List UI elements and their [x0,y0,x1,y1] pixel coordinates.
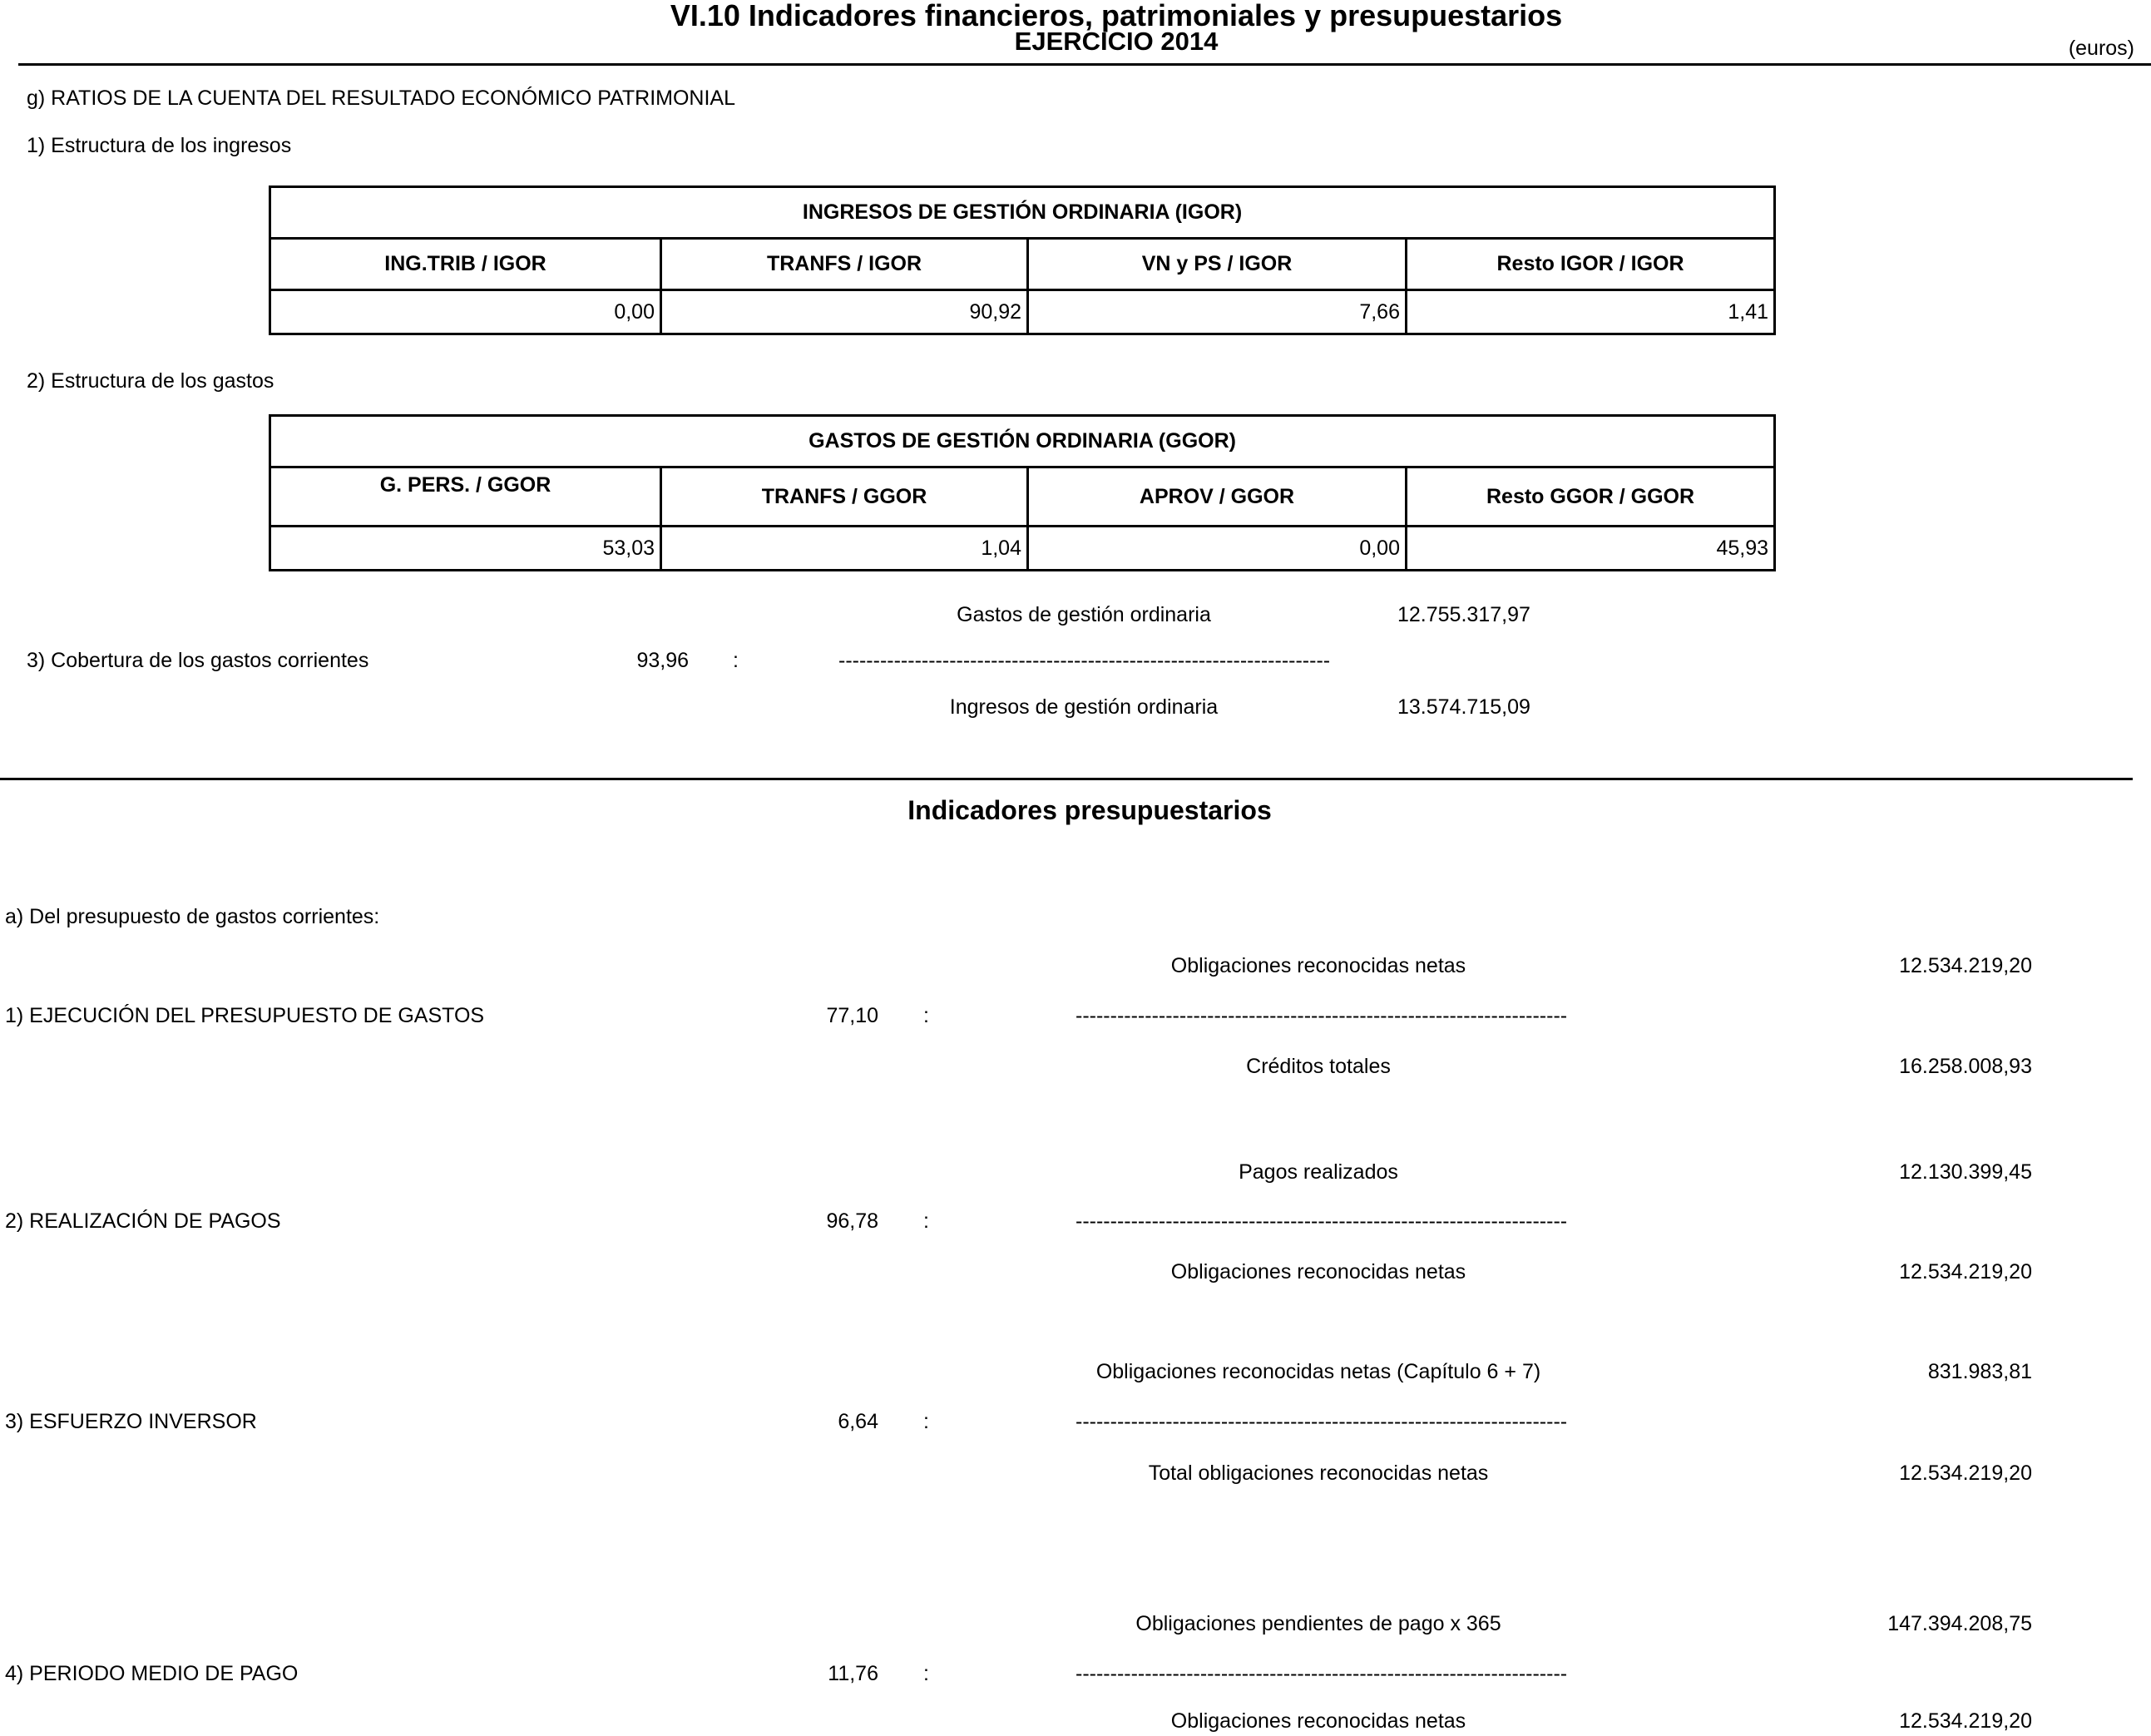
indicator-numerator-value: 12.534.219,20 [1899,954,2032,977]
ingresos-value-cell: 1,41 [1407,290,1775,334]
ingresos-table-title: INGRESOS DE GESTIÓN ORDINARIA (IGOR) [270,187,1775,239]
indicator-denominator-label: Obligaciones reconocidas netas [1170,1260,1466,1283]
section-g-title: g) RATIOS DE LA CUENTA DEL RESULTADO ECONÓMICO PATRIMONIAL [27,87,735,110]
ingresos-structure-label: 1) Estructura de los ingresos [27,134,292,157]
indicator-label: 1) EJECUCIÓN DEL PRESUPUESTO DE GASTOS [5,1004,485,1027]
ingresos-value-cell: 0,00 [270,290,661,334]
cobertura-colon: : [733,649,739,672]
indicator-denominator-label: Créditos totales [1246,1055,1391,1078]
cobertura-numerator-value: 12.755.317,97 [1397,603,1530,626]
indicator-divider: ----------------------------------------------------------------------- [1076,1410,1568,1433]
units-label: (euros) [2068,37,2134,60]
indicator-numerator-label: Obligaciones pendientes de pago x 365 [1135,1612,1501,1635]
gastos-col-header: G. PERS. / GGOR [270,467,661,527]
indicator-colon: : [923,1662,929,1685]
indicator-denominator-value: 12.534.219,20 [1899,1709,2032,1733]
indicator-label: 2) REALIZACIÓN DE PAGOS [5,1209,281,1233]
gastos-value-cell: 53,03 [270,527,661,571]
indicator-numerator-label: Obligaciones reconocidas netas (Capítulo 6 + 7) [1095,1360,1541,1383]
indicator-colon: : [923,1004,929,1027]
indicator-label: 4) PERIODO MEDIO DE PAGO [5,1662,299,1685]
gastos-col-header: Resto GGOR / GGOR [1407,467,1775,527]
cobertura-label: 3) Cobertura de los gastos corrientes [27,649,369,672]
indicator-divider: ----------------------------------------------------------------------- [1076,1209,1568,1233]
indicator-denominator-value: 12.534.219,20 [1899,1462,2032,1485]
indicator-denominator-label: Obligaciones reconocidas netas [1170,1709,1466,1733]
gastos-col-header: TRANFS / GGOR [661,467,1028,527]
ingresos-value-cell: 7,66 [1028,290,1407,334]
indicator-value: 96,78 [826,1209,878,1233]
page-subtitle: EJERCICIO 2014 [1014,27,1219,56]
gastos-table [269,414,1776,571]
indicator-value: 6,64 [838,1410,878,1433]
indicator-denominator-label: Total obligaciones reconocidas netas [1148,1462,1489,1485]
ingresos-value-cell: 90,92 [661,290,1028,334]
gastos-value-cell: 45,93 [1407,527,1775,571]
indicator-numerator-label: Pagos realizados [1239,1160,1398,1184]
cobertura-numerator-label: Gastos de gestión ordinaria [957,603,1211,626]
gastos-structure-label: 2) Estructura de los gastos [27,369,274,393]
gastos-col-header: APROV / GGOR [1028,467,1407,527]
header-rule [18,63,2151,66]
indicator-numerator-value: 12.130.399,45 [1899,1160,2032,1184]
gastos-value-cell: 1,04 [661,527,1028,571]
cobertura-value: 93,96 [636,649,689,672]
indicator-divider: ----------------------------------------------------------------------- [1076,1004,1568,1027]
cobertura-denominator-value: 13.574.715,09 [1397,695,1530,719]
ingresos-col-header: TRANFS / IGOR [661,239,1028,290]
gastos-value-cell: 0,00 [1028,527,1407,571]
indicator-label: 3) ESFUERZO INVERSOR [5,1410,257,1433]
indicator-denominator-value: 12.534.219,20 [1899,1260,2032,1283]
cobertura-denominator-label: Ingresos de gestión ordinaria [949,695,1219,719]
indicator-value: 77,10 [826,1004,878,1027]
indicator-denominator-value: 16.258.008,93 [1899,1055,2032,1078]
indicator-divider: ----------------------------------------------------------------------- [1076,1662,1568,1685]
cobertura-divider: ----------------------------------------------------------------------- [838,649,1331,672]
ingresos-col-header: Resto IGOR / IGOR [1407,239,1775,290]
section-divider [0,778,2133,780]
presupuestarios-subtitle: a) Del presupuesto de gastos corrientes: [5,905,380,928]
indicator-numerator-label: Obligaciones reconocidas netas [1170,954,1466,977]
ingresos-col-header: ING.TRIB / IGOR [270,239,661,290]
ingresos-col-header: VN y PS / IGOR [1028,239,1407,290]
indicator-colon: : [923,1209,929,1233]
presupuestarios-title: Indicadores presupuestarios [907,795,1272,825]
indicator-colon: : [923,1410,929,1433]
gastos-table-title: GASTOS DE GESTIÓN ORDINARIA (GGOR) [270,416,1775,467]
indicator-value: 11,76 [828,1662,878,1685]
page-title: VI.10 Indicadores financieros, patrimoniales y presupuestarios [670,0,1563,32]
ingresos-table [269,185,1776,335]
indicator-numerator-value: 147.394.208,75 [1887,1612,2032,1635]
indicator-numerator-value: 831.983,81 [1927,1360,2032,1383]
